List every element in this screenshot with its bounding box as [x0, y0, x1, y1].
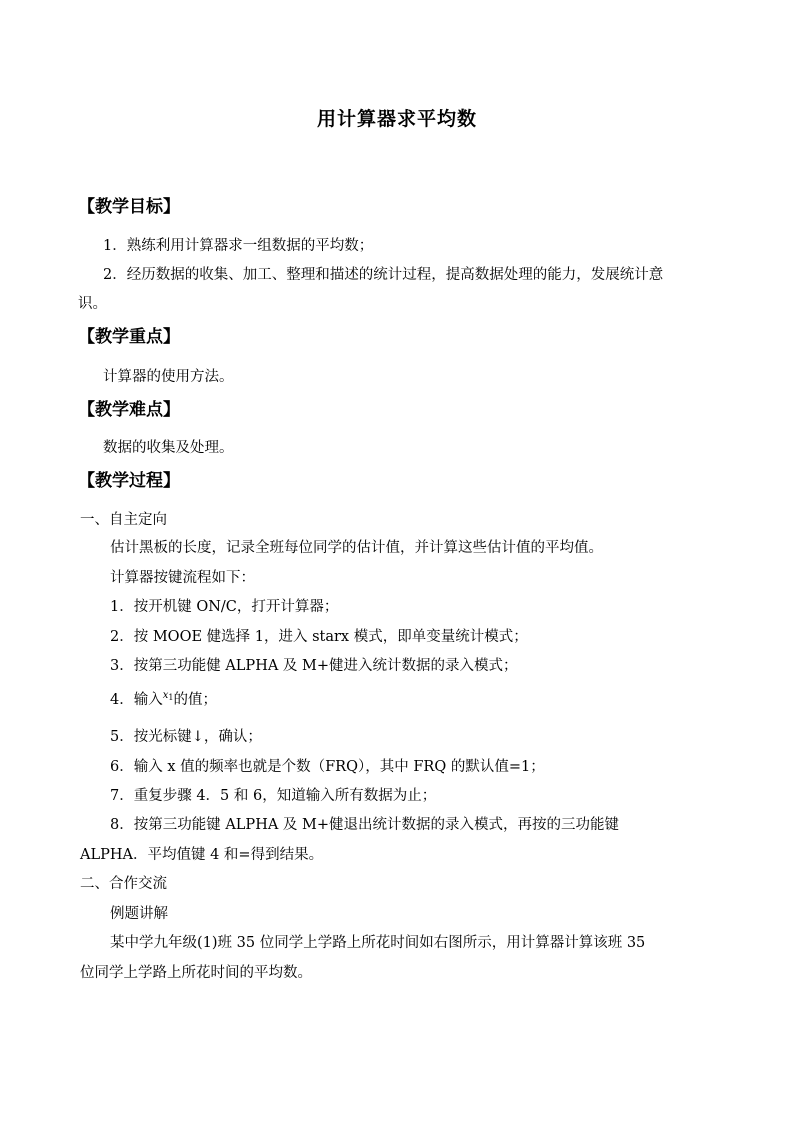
- part1-title: 一、自主定向: [80, 512, 167, 528]
- example-line-2: 位同学上学路上所花时间的平均数。: [80, 965, 312, 981]
- step-7: 7．重复步骤 4．5 和 6，知道输入所有数据为止；: [110, 788, 437, 804]
- step-1: 1．按开机键 ON/C，打开计算器；: [110, 599, 339, 615]
- part1-intro: 估计黑板的长度，记录全班每位同学的估计值，并计算这些估计值的平均值。: [110, 540, 603, 556]
- step-3: 3．按第三功能健 ALPHA 及 M+健进入统计数据的录入模式；: [110, 658, 518, 674]
- heading-key-points: 【教学重点】: [78, 327, 180, 347]
- step-4-variable: x1: [162, 690, 174, 702]
- step-8-line-1: 8．按第三功能键 ALPHA 及 M+健退出统计数据的录入模式，再按的三功能键: [110, 817, 620, 833]
- page-title: 用计算器求平均数: [316, 108, 477, 130]
- heading-difficulties: 【教学难点】: [78, 400, 180, 420]
- part2-subtitle: 例题讲解: [110, 906, 168, 922]
- step-6: 6．输入 x 值的频率也就是个数（FRQ），其中 FRQ 的默认值=1；: [110, 759, 545, 775]
- key-points-text: 计算器的使用方法。: [103, 369, 234, 385]
- step-4-after: 的值；: [173, 692, 217, 708]
- heading-goals: 【教学目标】: [78, 197, 180, 217]
- step-8-line-2: ALPHA．平均值键 4 和=得到结果。: [80, 847, 324, 863]
- step-5: 5．按光标键↓，确认；: [110, 729, 262, 745]
- goal-item-2-line-2: 识。: [78, 296, 107, 312]
- heading-process: 【教学过程】: [78, 471, 180, 491]
- part2-title: 二、合作交流: [80, 876, 167, 892]
- goal-item-2-line-1: 2．经历数据的收集、加工、整理和描述的统计过程，提高数据处理的能力，发展统计意: [103, 267, 664, 283]
- example-line-1: 某中学九年级(1)班 35 位同学上学路上所花时间如右图所示，用计算器计算该班 35: [110, 935, 646, 951]
- step-4: [110, 688, 217, 709]
- step-2: 2．按 MOOE 健选择 1，进入 starx 模式，即单变量统计模式；: [110, 629, 528, 645]
- part1-flow: 计算器按键流程如下：: [110, 570, 255, 586]
- goal-item-1: 1．熟练利用计算器求一组数据的平均数；: [103, 238, 374, 254]
- difficulties-text: 数据的收集及处理。: [103, 440, 234, 456]
- step-4-before: 4．输入: [110, 692, 163, 708]
